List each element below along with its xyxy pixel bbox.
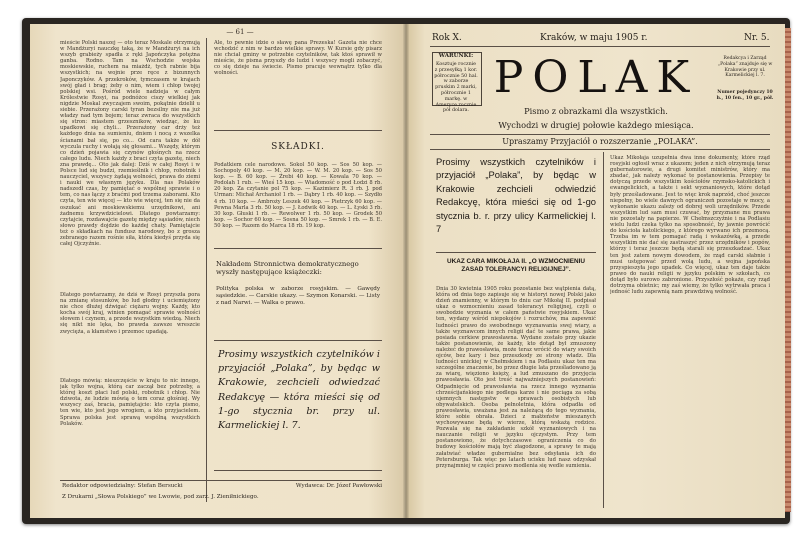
column-divider [603,152,604,508]
ukaz-article-left: Dnia 30 kwietnia 1905 roku pozostanie bez wątpienia datą, która od dnia tego zapisuje się w historyi nowej Polski jako dzień znamienny, w którym to dniu car Mikołaj II. podpisał ukaz o wzmocnieniu zasad tolerancyi religijnej, czyli o swobodzie wyznania w całem państwie rosyjskiem. Ukaz ten, wydany wśród niepokojów i rozruchów, ma zapewnić ludności prawo do swobodnego wyznawania swej wiary, a także wyznawcom innych religii dać te same prawa, jakie posiada cerkiew prawosławna. Wydane zostało przy ukazie także postanowienie, że każdy, kto dotąd był zmuszony należeć do prawosławia, może teraz wrócić do wiary swoich ojców, bez kary i bez przeszkody ze strony władz. Dla ludności unickiej w Chełmskiem i na Podlasiu ukaz ten ma szczególne znaczenie, bo przez długie lata prześladowano ją za wiarę, więziono księży, a lud zmuszano do przyjęcia prawosławia. Oto jest treść najważniejszych postanowień: Odpadnięcie od prawosławia na rzecz innego wyznania chrześcijańskiego nie podlega karze i nie pociąga za sobą ujemnych następstw w sprawach osobistych lub obywatelskich. Osoba pełnoletnia, która odpadła od prawosławia, uważana jest za należącą do tego wyznania, które sobie obrała. Dzieci z małżeństw mieszanych wychowywane będą w wierze, którą wskażą rodzice. Pozwala się na zakładanie szkół wyznaniowych i na nauczanie religii w języku ojczystym. Przy tem postanowiono, że dotychczasowe ograniczenia co do budowy kościołów mają być złagodzone, a sprawy te mają załatwiać władze gubernialne bez odsyłania ich do Petersburga. Tak więc po latach ucisku lud nasz odzyskał przynajmniej w części prawo modlenia się wedle sumienia. [436,286,596,469]
newspaper-subtitle: Pismo z obrazkami dla wszystkich. [524,106,668,116]
right-page [406,24,785,518]
promo-notice: Prosimy wszystkich czytelników i przyjaciół „Polaka”, by będąc w Krakowie, zechcieli odwiedzać Redakcyę — która mieści się od 1-go stycznia br. przy ul. Karmelickiej l. 7. [218,349,380,432]
book-gutter [403,24,409,518]
subscription-terms: Kosztuje rocznie z przesyłką 1 kor. półrocznie 50 hal. w zaborze pruskim 2 marki, półrocznie 1 markę. w Ameryce rocznie pół dolara. [434,62,478,114]
page-number: — 61 — [226,28,254,36]
footer-rule [60,480,382,481]
printer-credit: Z Drukarni „Słowa Polskiego” we Lwowie, pod zarz. J. Zieniłnickiego. [62,494,259,500]
rule [214,248,382,249]
skladki-text: Podatkiem cele narodowe. Sokol 50 kop. — Sos 50 kop. — Sochopoly 40 kop. — M. 20 kop. — W. M. 20 kop. — Sos 50 kop. — B. 60 kop. — Źrebi 40 kop. — Kowala 70 kop. — Podolah 1 rub. — Wieś 15 kop. — Wiadomość o pod Łodzi 8 rb. 20 kop. Za czytanie pol 75 kop. — Kazimierz R. 3 rb. J. pod Urman: Michał Archanioł 1 rb. — Dąbry 1 rb. 40 kop. — Szydło 4 rb. 10 kop. — Ambroży Leszek 40 kop. — Pietrzyk 60 kop. — Pewna Marla 3 rb. 50 kop. — J. Łodwik 40 kop. — L. Łyski 3 rb. 30 kop. Głuski 1 rb. — Rewolwer 1 rb. 50 kop. — Grodek 50 kop. — Sochor 60 kop. — Sosna 50 kop. — Smrek 1 rb. — B. E. 50 kop. — Razem do Marca 18 rb. 19 kop. [214,162,382,229]
right-column-top-text: Ale, to pewnie idzie o sławę pana Prezeska! Gazeta nie chce wchodzić z nim w bardzo wielkie sprawy. W Kursie gdy pisarz nie chciał gminy w potrzebie czytelników, tak ktoś sprawił w mieście, że pisma przyszły do ludzi i wszyscy mogli zobaczyć, co się dzieje na świecie. Pismo pracuje wewnątrz tylko dla wolności. [214,40,382,77]
rule [430,134,770,135]
rule [214,470,382,471]
left-column-text-bottom: Dlatego mówią: nieszczęście w kraju to nic innego, jak tylko wojna, którą car zaczął bez potrzeby, a której koszt płaci lud polski, robotnik i chłop. Nie dziwota, że ludzie mówią o tem coraz głośniej. Wy wszyscy zaś, bracia, pamiętajcie: kto czyta pismo, ten wie, kto jest jego wrogiem, a kto przyjacielem. Sprawa polska jest sprawą wspólną wszystkich Polaków. [60,378,200,427]
editor-credit: Redaktor odpowiedzialny: Stefan Bersucki [62,483,183,489]
ukaz-heading: UKAZ CARA MIKOŁAJA II. „O WZMOCNIENIU ZASAD TOLERANCYI RELIGIJNEJ”. [447,258,585,273]
naklad-heading: Nakładem Stronnictwa demokratycznego wyszły następujące książeczki: [216,260,359,277]
rule [436,252,596,253]
newspaper-title: POLAK [493,52,699,103]
editorial-address: Redakcya i Zarząd „Polaka” znajduje się w Krakowie przy ul. Karmelickiej l. 7. [717,56,773,79]
left-page [30,24,406,518]
rule [214,340,382,341]
rule [430,149,770,150]
issue-year: Rok X. [432,33,462,43]
single-issue-price: Numer pojedynczy 10 h., 10 fen., 10 gr., pół. [716,90,774,101]
publisher-credit: Wydawca: Dr. Józef Pawłowski [295,483,382,489]
subscription-title: WARUNKI: [438,53,474,59]
left-column-text-b: Dlatego powtarzamy, że dziś w Rosyi przyszła pora na zmianę stosunków, bo lud głodny i uciemiężony nie chce dłużej dźwigać ciężaru wojny. Każdy, kto kocha swój kraj, winien pomagać sprawie wolności słowem i czynem, a przede wszystkim wiedzą. Niech się nikt nie lęka, bo prawda zawsze wreszcie zwycięża, a kłamstwo i przemoc upadają. [60,292,200,335]
issue-date: Kraków, w maju 1905 r. [540,33,648,43]
circulation-banner: Upraszamy Przyjaciół o rozszerzanie „POLAKA”. [502,137,698,146]
column-divider [206,38,207,502]
naklad-list: Polityka polska w zaborze rosyjskim. — Gawędy sąsiedzkie. — Carskie ukazy. — Szymon Konarski. — Listy z nad Narwi. — Walka o prawo. [216,286,380,306]
publication-frequency: Wychodzi w drugiej połowie każdego miesiąca. [498,120,694,130]
visit-request: Prosimy wszystkich czytelników i przyjaciół „Polaka”, by będąc w Krakowie zechcieli odwiedzić Redakcyę, która mieści się od 1-go stycznia b. r. przy ulicy Karmelickiej l. 7 [436,156,596,235]
left-column-text: mieście Polski naszej — oto teraz Moskale otrzymują w Mandżuryi nauczkę taką, że w Mandżuryi na ich wszyb grabieży spadła z ręki Japończyka potężna ganba. Rodno. Tam na Wschodzie wojska moskiewskie, ruchem na miażdż, tych rabnie bija wszystkich; na wojnie prze ręce z bizunnych Japonczyków. A przekroków, tymczasem w krajach swój gład i brag; żeby o nim, wiem i chłop twojej polskiej wsi. Pośród wiele nadzieja w całym Królestwie Rosyi, na podnóżce ciszy wielkiej jak nigdzie Moskal zwyczajem swoim, pokątnie dzielił u siebie. Przeraźony carski tyran bezsilny nie ma już władzy nad tym bojem; teraz zwraca do wszystkich się stron: miastem grzesznikow, wiedząc, że ku upadkowi się chyli... Przeraźony car drży też każdego dnia na sumieniu, dniem i nocą z wszelka ścianami bał się, po co... Od cara także w dół wyczula ruchy i wołają się głosami... Wszędy, którym co dzień pojawia się czynów głośnych na rzecz całego ludu. Niech każdy z braci czyta gazetę, niech zna prawdę... Oto jak dalej: Dziś w całej Rosyi i w Polsce lud się budzi, rzemieślnik i chłop, robotnik i nauczyciel, wszyscy żądają wolności, prawa do ziemi i nauki we własnym języku. Dla nas Polaków nadszedł czas, by pamiętać o wspólnej sprawie i o tem, co nas łączy z braćmi pod trzema zaborami. Kto czyta, ten wie więcej — kto wie więcej, ten się nie da oszukać ani moskiewskiemu urzędnikowi, ani żadnemu krzywdzicielowi. Dlatego powtarzamy: czytajcie, rozdawajcie gazetę między sąsiadów, niech słowo prawdy dojdzie do każdej chaty. Pamiętajcie też o składkach na fundusz narodowy, bo z grosza zebranego razem rośnie siła, która kiedyś przyda się całej Ojczyźnie. [60,40,200,248]
ukaz-article-right: Ukaz Mikołaja uzupełnia dwa inne dokumenty, które rząd rosyjski ogłosił wraz z ukazem; jeden z nich otrzymują teraz gubernatorowie, a drugi komitet ministrów, który ma zbadać, jak należy wykonać te postanowienia. Przepisy te dotyczą przede wszystkim kościołów rzymsko-katolickich i ewangelickich, a także i sekt wyznaniowych, które dotąd były prześladowane. Jest to więc krok naprzód, choć jeszcze niepełny, bo wiele dawnych ograniczeń pozostaje w mocy, a wykonanie ukazu zależy od dobrej woli urzędników. Przede wszystkim lud sam musi czuwać, by przyznane mu prawa nie pozostały na papierze. W Chełmszczyźnie i na Podlasiu wielu ludzi czeka tylko na sposobność, by jawnie powrócić do kościoła katolickiego, z którego wyrwano ich przemocą. Trzeba im w tem pomagać radą i wskazówką, a przede wszystkim nie dać się zastraszyć przez urzędników i popów, którzy i teraz jeszcze będą starali się przeszkadzać. Ukaz ten jest zatem nowym dowodem, że rząd carski słabnie i musi ustępować przed wolą ludu, a wojna japońska przyspieszyła jego upadek. Co więcej, ukaz ten daje także prawo do nauki religii w języku polskim w szkołach, co dotąd było surowo zabronione. Przyszłość pokaże, czy rząd dotrzyma obietnic; my zaś wiemy, że tylko wytrwała praca i jedność ludu zapewnią nam prawdziwą wolność. [610,155,770,296]
page-edges [785,28,791,512]
skladki-heading: SKŁADKI. [271,142,325,152]
issue-number: Nr. 5. [744,33,770,43]
masthead-rule [430,46,770,47]
rule [214,130,382,131]
